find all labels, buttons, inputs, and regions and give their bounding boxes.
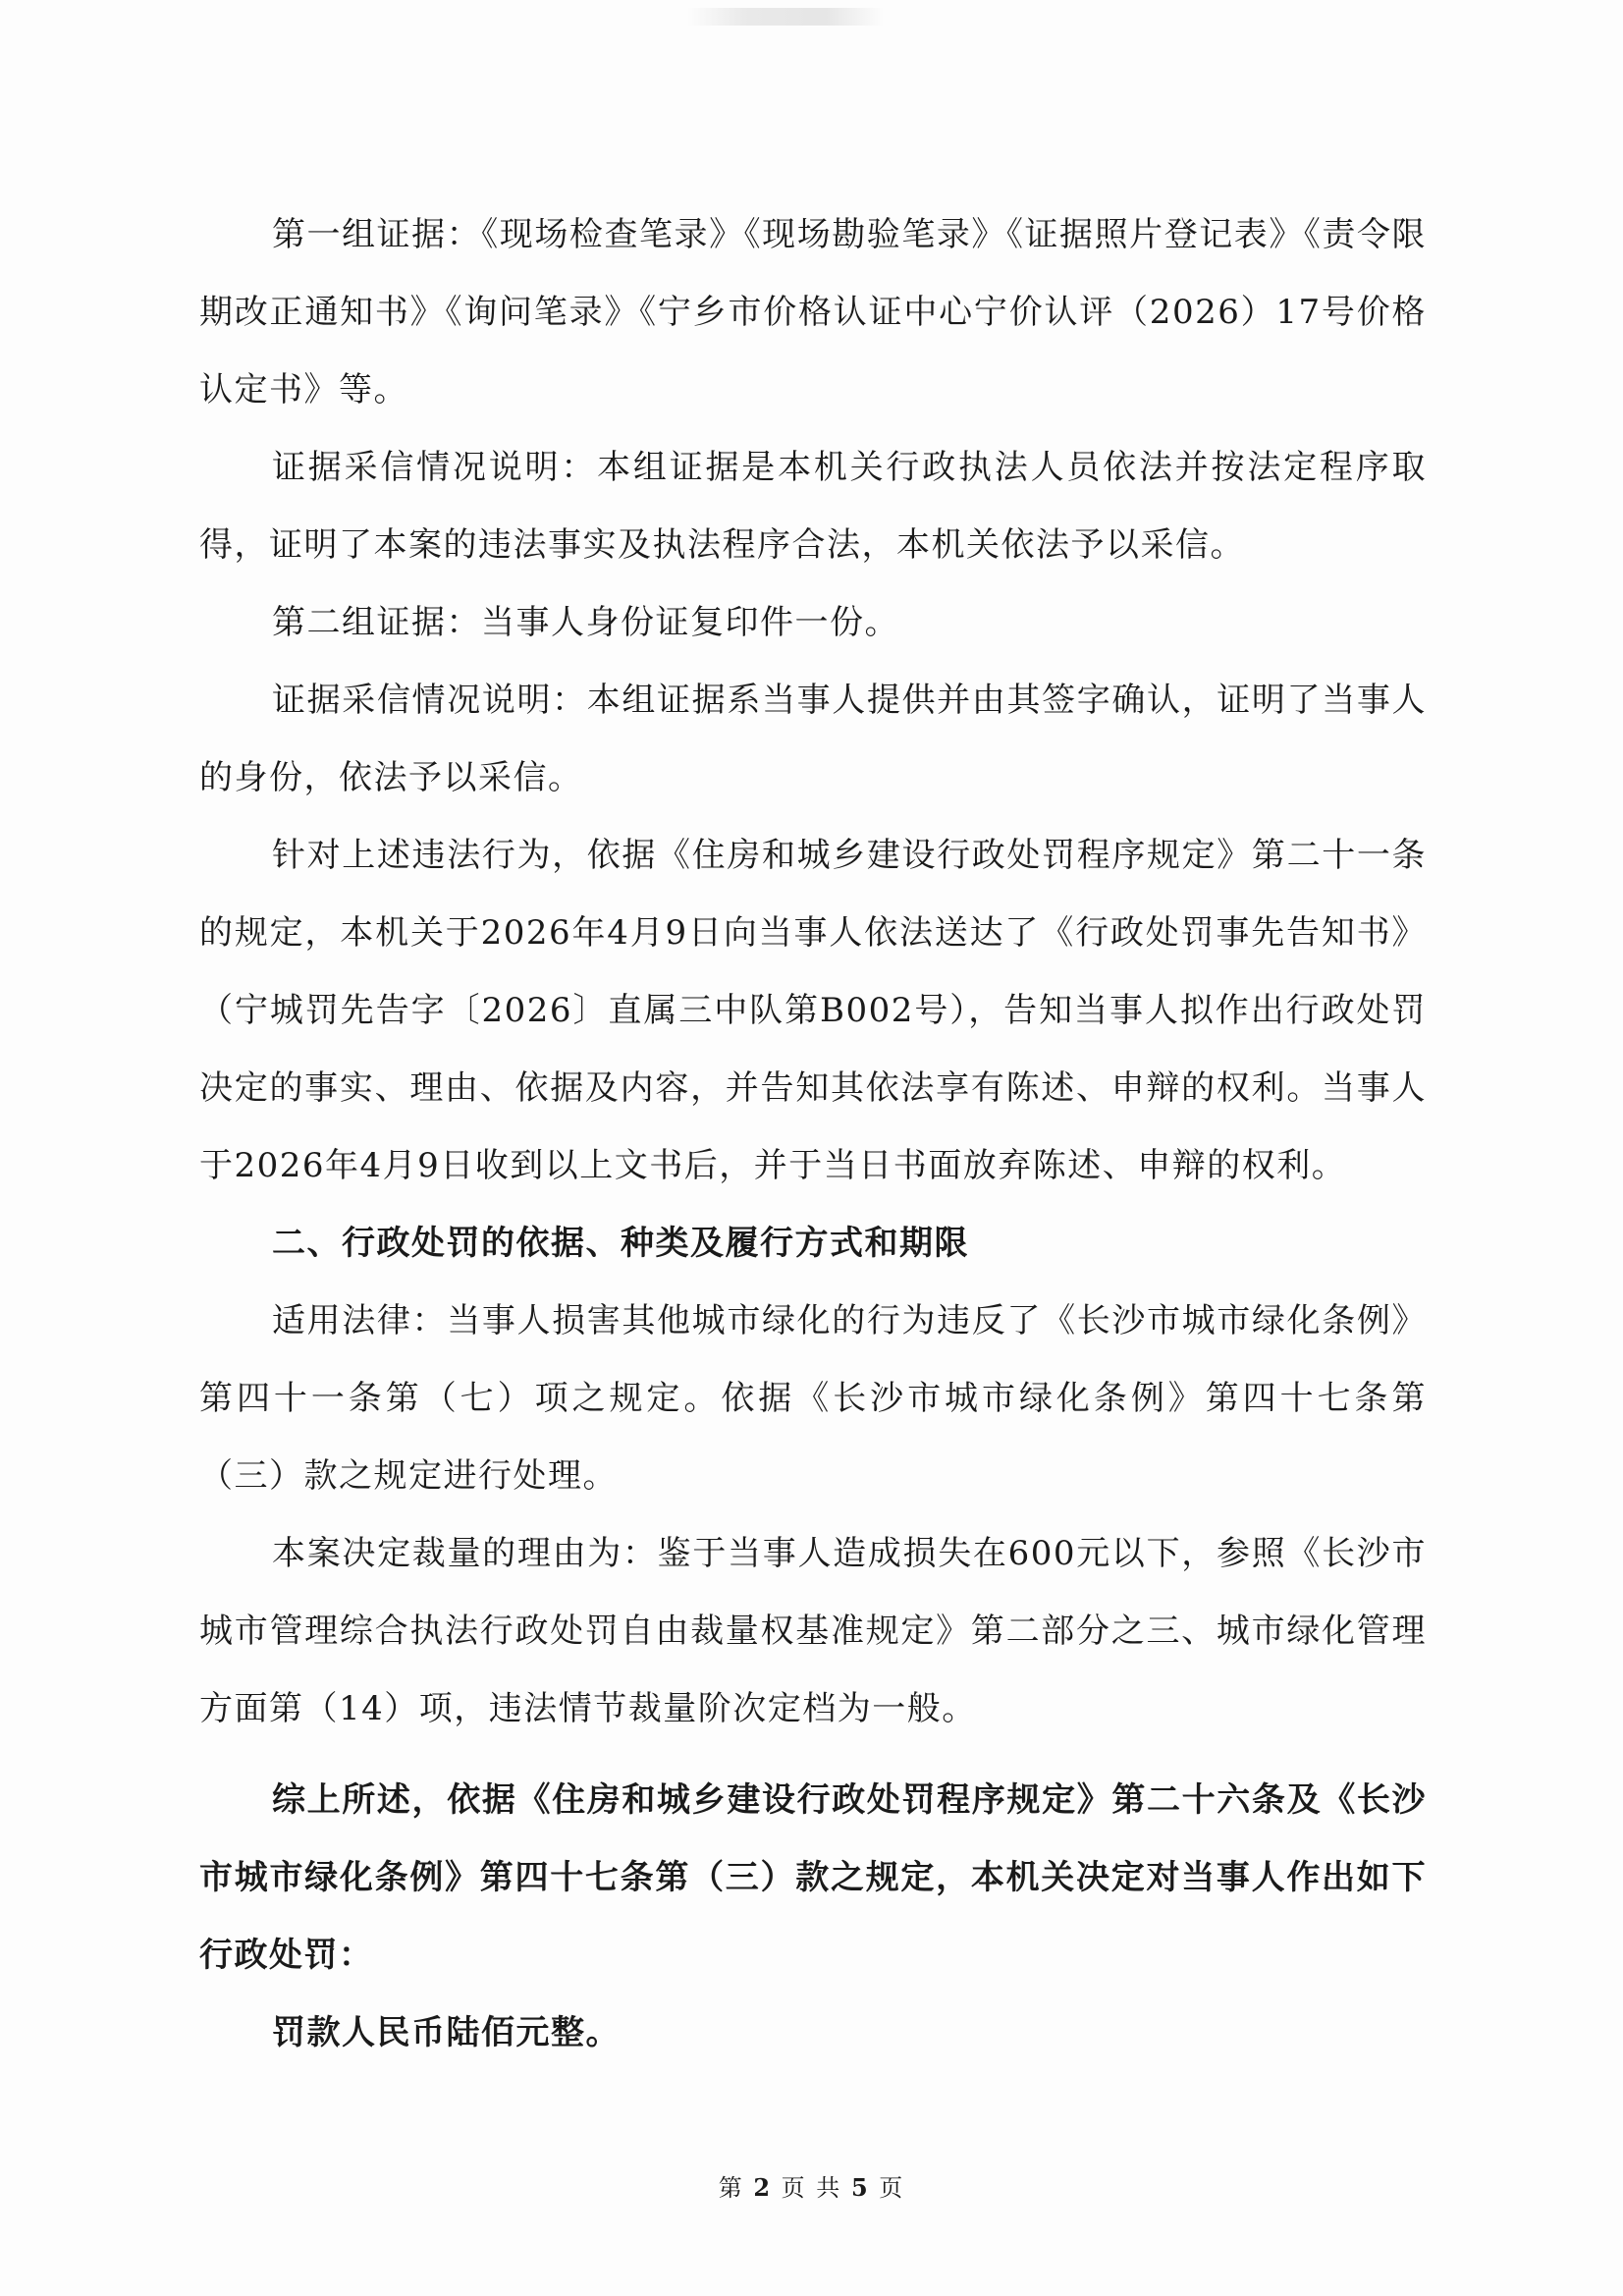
current-page-number: 2 bbox=[753, 2173, 773, 2202]
document-body bbox=[199, 196, 1427, 2072]
footer-suffix: 页 bbox=[879, 2174, 905, 2202]
evidence-group-1-explanation: 证据采信情况说明：本组证据是本机关行政执法人员依法并按法定程序取得，证明了本案的违法事实及执法程序合法，本机关依法予以采信。 bbox=[199, 448, 1427, 565]
footer-middle: 页 共 bbox=[781, 2174, 842, 2202]
penalty-amount: 罚款人民币陆佰元整。 bbox=[272, 2013, 621, 2052]
section-heading-2: 二、行政处罚的依据、种类及履行方式和期限 bbox=[272, 1224, 969, 1263]
footer-prefix: 第 bbox=[718, 2174, 744, 2202]
evidence-group-2: 第二组证据：当事人身份证复印件一份。 bbox=[272, 603, 899, 642]
prior-notice-paragraph: 针对上述违法行为，依据《住房和城乡建设行政处罚程序规定》第二十一条的规定，本机关于2026年4月9日向当事人依法送达了《行政处罚事先告知书》（宁城罚先告字〔2026〕直属三中队第B002号），告知当事人拟作出行政处罚决定的事实、理由、依据及内容，并告知其依法享有陈述、申辩的权利。当事人于2026年4月9日收到以上文书后，并于当日书面放弃陈述、申辩的权利。 bbox=[199, 836, 1427, 1185]
scan-bleed-mark bbox=[687, 8, 884, 26]
total-page-count: 5 bbox=[850, 2173, 870, 2202]
discretion-reason-paragraph: 本案决定裁量的理由为：鉴于当事人造成损失在600元以下，参照《长沙市城市管理综合执法行政处罚自由裁量权基准规定》第二部分之三、城市绿化管理方面第（14）项，违法情节裁量阶次定档为一般。 bbox=[199, 1534, 1427, 1728]
evidence-group-1: 第一组证据：《现场检查笔录》《现场勘验笔录》《证据照片登记表》《责令限期改正通知书》《询问笔录》《宁乡市价格认证中心宁价认评（2026）17号价格认定书》等。 bbox=[199, 215, 1427, 410]
page-footer bbox=[0, 2168, 1623, 2203]
evidence-group-2-explanation: 证据采信情况说明：本组证据系当事人提供并由其签字确认，证明了当事人的身份，依法予以采信。 bbox=[199, 681, 1427, 797]
applicable-law-paragraph: 适用法律：当事人损害其他城市绿化的行为违反了《长沙市城市绿化条例》第四十一条第（七）项之规定。依据《长沙市城市绿化条例》第四十七条第（三）款之规定进行处理。 bbox=[199, 1301, 1427, 1496]
decision-summary-paragraph: 综上所述，依据《住房和城乡建设行政处罚程序规定》第二十六条及《长沙市城市绿化条例》第四十七条第（三）款之规定，本机关决定对当事人作出如下行政处罚： bbox=[199, 1780, 1427, 1975]
